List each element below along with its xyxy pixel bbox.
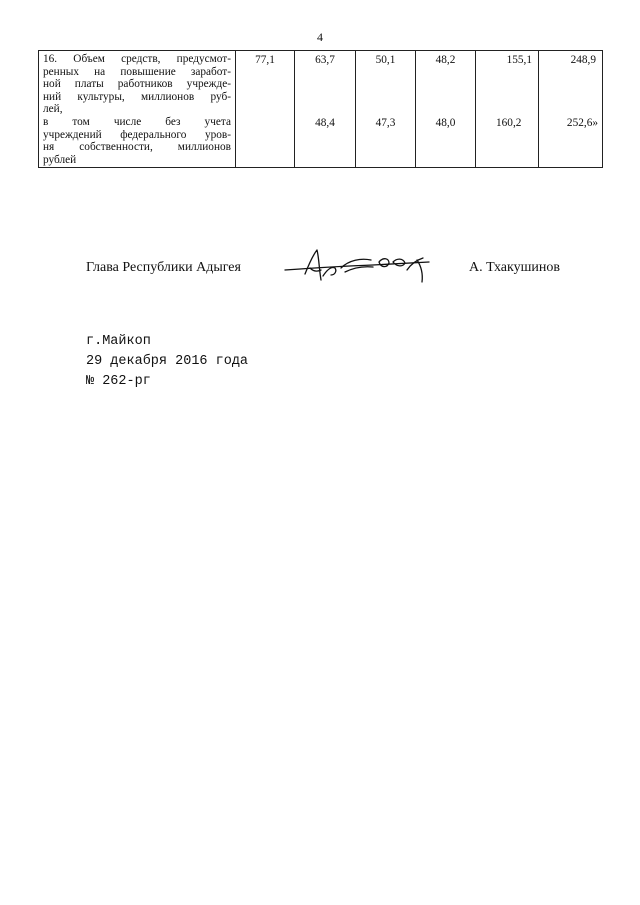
value-cell	[356, 51, 416, 168]
signatory-name: А. Тхакушинов	[469, 260, 560, 275]
value-cell	[236, 51, 295, 168]
description-line: ной платы работников учрежде-	[43, 78, 231, 91]
handwritten-signature	[283, 246, 433, 293]
value-cell	[476, 51, 539, 168]
value-cell	[295, 51, 356, 168]
document-date: 29 декабря 2016 года	[86, 354, 249, 369]
description-line: 16. Объем средств, предусмот-	[43, 53, 231, 65]
value-excluding-federal: 47,3	[375, 117, 396, 129]
row-description	[39, 51, 236, 168]
value-total: 155,1	[506, 54, 532, 66]
description-line: рублей	[43, 153, 77, 166]
value-total: 248,9	[570, 54, 596, 66]
signature-block	[86, 256, 586, 286]
document-footer	[86, 332, 248, 392]
signatory-position: Глава Республики Адыгея	[86, 260, 241, 275]
description-line: лей,	[43, 103, 63, 116]
value-total: 63,7	[315, 54, 335, 66]
description-line: ний культуры, миллионов руб-	[43, 90, 231, 103]
value-total: 50,1	[375, 54, 396, 66]
table-row	[39, 51, 603, 168]
city: г.Майкоп	[86, 334, 151, 349]
page-number: 4	[317, 30, 323, 44]
data-table	[38, 50, 603, 168]
value-excluding-federal: 48,4	[315, 117, 335, 129]
value-excluding-federal: 160,2	[496, 117, 522, 129]
description-line: учреждений федерального уров-	[43, 128, 231, 141]
value-excluding-federal: 252,6»	[566, 117, 598, 129]
description-line: в том числе без учета	[43, 115, 231, 128]
description-line: ренных на повышение заработ-	[43, 65, 231, 78]
value-total: 48,2	[435, 54, 456, 66]
description-line: ня собственности, миллионов	[43, 141, 231, 154]
value-cell	[416, 51, 476, 168]
value-cell	[539, 51, 603, 168]
value-excluding-federal: 48,0	[435, 117, 456, 129]
value-total: 77,1	[255, 54, 275, 66]
document-number: № 262-рг	[86, 374, 151, 389]
